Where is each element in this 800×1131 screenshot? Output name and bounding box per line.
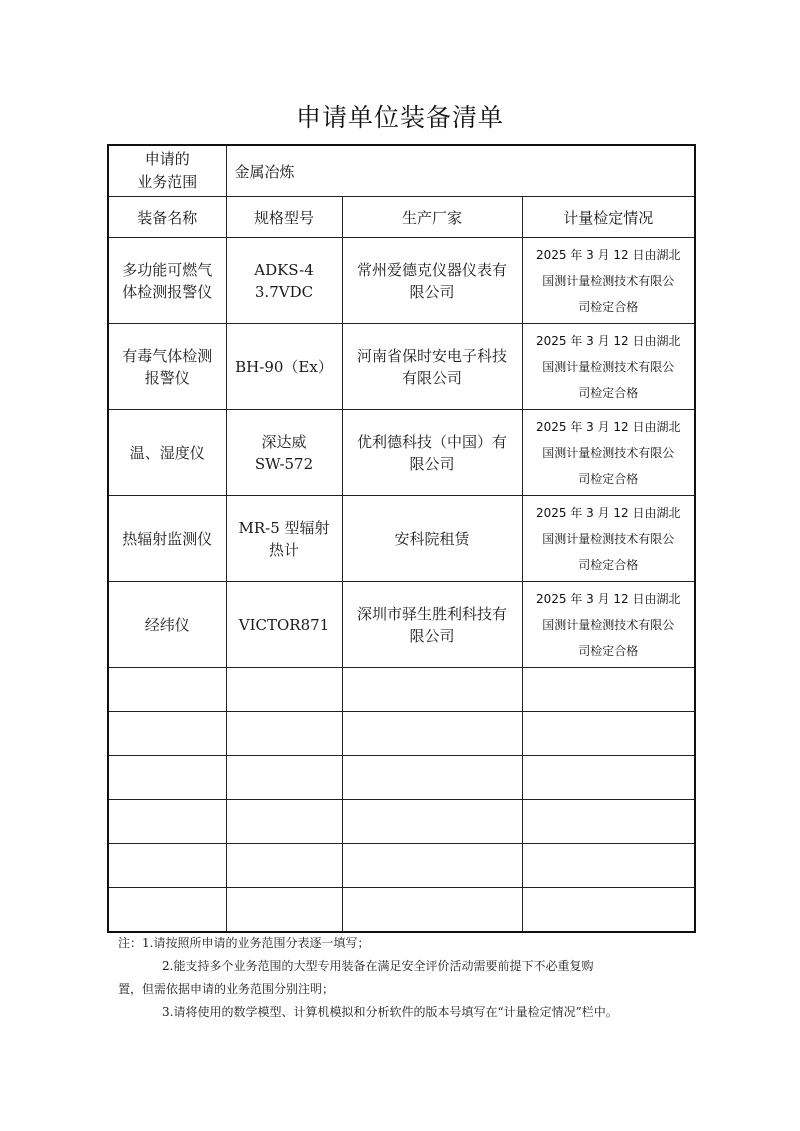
cell-model-line: MR-5 型辐射	[238, 518, 330, 537]
empty-cell	[342, 712, 522, 756]
cell-equipment-name-line: 多功能可燃气	[122, 260, 213, 279]
empty-cell	[226, 888, 342, 933]
cell-calibration-line: 司检定合格	[578, 299, 639, 314]
cell-equipment-name-line: 体检测报警仪	[122, 282, 213, 301]
cell-model	[226, 496, 342, 582]
note-line-4: 3.请将使用的数学模型、计算机模拟和分析软件的版本号填写在“计量检定情况”栏中。	[162, 1005, 618, 1019]
empty-table-row	[108, 888, 695, 933]
cell-model	[226, 410, 342, 496]
cell-equipment-name	[108, 324, 226, 410]
empty-cell	[522, 888, 695, 933]
cell-manufacturer	[342, 496, 522, 582]
note-line-3: 置，但需依据申请的业务范围分别注明；	[118, 982, 335, 996]
notes	[118, 932, 708, 1024]
header-manufacturer: 生产厂家	[342, 197, 522, 238]
table-header-row	[108, 197, 695, 238]
empty-cell	[226, 800, 342, 844]
empty-cell	[522, 844, 695, 888]
cell-model-line: 3.7VDC	[254, 282, 314, 301]
table-row	[108, 582, 695, 668]
cell-calibration	[522, 238, 695, 324]
cell-calibration-line: 司检定合格	[578, 471, 639, 486]
cell-manufacturer	[342, 324, 522, 410]
empty-cell	[342, 668, 522, 712]
cell-model	[226, 238, 342, 324]
empty-cell	[226, 756, 342, 800]
empty-cell	[342, 844, 522, 888]
cell-equipment-name-line: 报警仪	[144, 368, 190, 387]
cell-equipment-name-line: 热辐射监测仪	[122, 529, 213, 548]
scope-label-line2: 业务范围	[137, 173, 198, 191]
cell-model-line: ADKS-4	[254, 260, 314, 279]
cell-equipment-name-line: 有毒气体检测	[122, 346, 213, 365]
cell-model-line: VICTOR871	[238, 615, 330, 634]
cell-manufacturer-line: 河南省保时安电子科技	[356, 346, 507, 365]
cell-calibration-line: 司检定合格	[578, 385, 639, 400]
cell-equipment-name	[108, 410, 226, 496]
cell-calibration-line: 2025 年 3 月 12 日由湖北	[535, 419, 681, 434]
cell-calibration	[522, 496, 695, 582]
cell-manufacturer	[342, 238, 522, 324]
empty-table-row	[108, 800, 695, 844]
cell-calibration-line: 2025 年 3 月 12 日由湖北	[535, 247, 681, 262]
cell-manufacturer-line: 限公司	[409, 626, 455, 645]
cell-manufacturer-line: 安科院租赁	[394, 529, 470, 548]
cell-calibration-line: 国测计量检测技术有限公	[542, 531, 675, 546]
cell-calibration	[522, 410, 695, 496]
scope-value: 金属冶炼	[226, 145, 695, 197]
empty-table-row	[108, 756, 695, 800]
empty-cell	[342, 756, 522, 800]
empty-cell	[342, 800, 522, 844]
cell-manufacturer-line: 有限公司	[401, 368, 462, 387]
cell-manufacturer-line: 常州爱德克仪器仪表有	[356, 260, 507, 279]
cell-manufacturer	[342, 410, 522, 496]
cell-model-line: 热计	[268, 540, 299, 559]
empty-cell	[342, 888, 522, 933]
cell-model-line: SW-572	[254, 454, 314, 473]
scope-row	[108, 145, 695, 197]
header-calibration: 计量检定情况	[522, 197, 695, 238]
empty-table-row	[108, 668, 695, 712]
cell-manufacturer-line: 限公司	[409, 282, 455, 301]
note-line-2: 2.能支持多个业务范围的大型专用装备在满足安全评价活动需要前提下不必重复购	[162, 959, 594, 973]
header-model: 规格型号	[226, 197, 342, 238]
cell-equipment-name-line: 温、湿度仪	[129, 443, 205, 462]
empty-cell	[226, 844, 342, 888]
empty-cell	[108, 668, 226, 712]
note-line-1: 注：1.请按照所申请的业务范围分表逐一填写；	[118, 936, 370, 950]
table-row	[108, 238, 695, 324]
cell-calibration-line: 国测计量检测技术有限公	[542, 273, 675, 288]
cell-manufacturer-line: 优利德科技（中国）有	[356, 432, 507, 451]
cell-manufacturer	[342, 582, 522, 668]
scope-label	[108, 145, 226, 197]
table-row	[108, 324, 695, 410]
table-row	[108, 496, 695, 582]
table-row	[108, 410, 695, 496]
cell-calibration-line: 2025 年 3 月 12 日由湖北	[535, 591, 681, 606]
empty-cell	[522, 712, 695, 756]
cell-calibration-line: 司检定合格	[578, 557, 639, 572]
cell-equipment-name	[108, 496, 226, 582]
empty-cell	[108, 844, 226, 888]
empty-cell	[522, 756, 695, 800]
cell-calibration	[522, 324, 695, 410]
cell-equipment-name-line: 经纬仪	[144, 615, 190, 634]
cell-calibration	[522, 582, 695, 668]
empty-cell	[108, 712, 226, 756]
page-title: 申请单位装备清单	[295, 103, 504, 132]
empty-cell	[226, 668, 342, 712]
cell-calibration-line: 国测计量检测技术有限公	[542, 359, 675, 374]
empty-cell	[226, 712, 342, 756]
cell-model-line: 深达威	[261, 432, 307, 451]
cell-model	[226, 324, 342, 410]
cell-model-line: BH-90（Ex）	[235, 357, 333, 376]
empty-table-row	[108, 844, 695, 888]
scope-label-line1: 申请的	[144, 150, 190, 168]
empty-cell	[522, 800, 695, 844]
header-equipment-name: 装备名称	[108, 197, 226, 238]
empty-cell	[108, 888, 226, 933]
empty-cell	[522, 668, 695, 712]
equipment-table	[107, 144, 696, 933]
cell-calibration-line: 司检定合格	[578, 643, 639, 658]
cell-equipment-name	[108, 582, 226, 668]
cell-calibration-line: 国测计量检测技术有限公	[542, 445, 675, 460]
empty-cell	[108, 800, 226, 844]
cell-equipment-name	[108, 238, 226, 324]
cell-manufacturer-line: 深圳市驿生胜利科技有	[356, 604, 507, 623]
cell-calibration-line: 2025 年 3 月 12 日由湖北	[535, 333, 681, 348]
cell-calibration-line: 2025 年 3 月 12 日由湖北	[535, 505, 681, 520]
empty-table-row	[108, 712, 695, 756]
cell-manufacturer-line: 限公司	[409, 454, 455, 473]
cell-model	[226, 582, 342, 668]
empty-cell	[108, 756, 226, 800]
cell-calibration-line: 国测计量检测技术有限公	[542, 617, 675, 632]
